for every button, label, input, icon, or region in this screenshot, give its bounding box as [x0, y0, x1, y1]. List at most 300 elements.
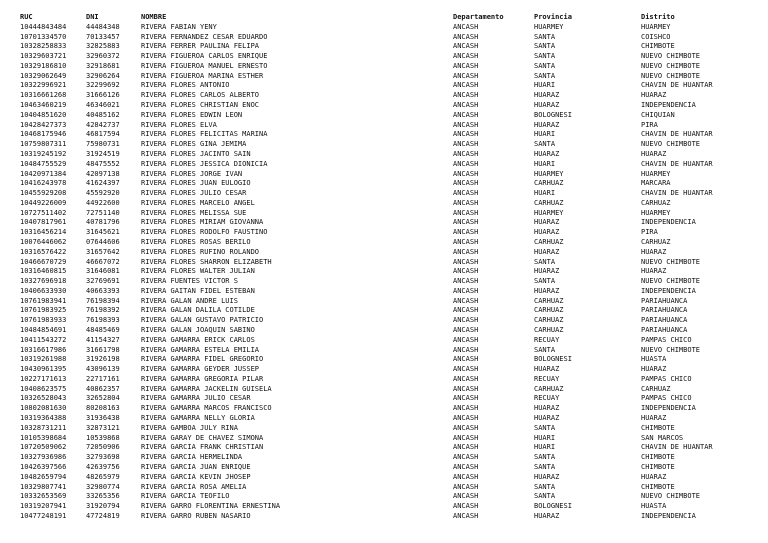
cell-departamento: ANCASH	[453, 71, 479, 80]
cell-distrito: PIRA	[641, 120, 658, 129]
cell-nombre: RIVERA GARRO RUBEN NASARIO	[141, 511, 251, 520]
cell-provincia: CARHUAZ	[534, 326, 564, 334]
cell-distrito: PARIAHUANCA	[641, 306, 688, 315]
cell-distrito: HUASTA	[641, 355, 667, 364]
cell-nombre: RIVERA FLORES RUFINO ROLANDO	[141, 247, 260, 256]
cell-nombre: RIVERA GAMARRA ERICK CARLOS	[141, 335, 255, 344]
cell-distrito: SAN MARCOS	[641, 433, 684, 442]
cell-provincia: HUARI	[534, 443, 556, 452]
cell-ruc: 10444843484	[20, 22, 67, 31]
cell-provincia: HUARAZ	[534, 91, 560, 100]
cell-nombre: RIVERA FLORES JESSICA DIONICIA	[141, 159, 268, 168]
cell-dni: 22717161	[86, 374, 120, 383]
header-row	[20, 13, 751, 23]
table-row	[20, 52, 751, 62]
cell-distrito: CARHUAZ	[641, 237, 671, 246]
header-distrito: Distrito	[641, 13, 675, 21]
cell-ruc: 10408623575	[20, 384, 67, 393]
header-dni: DNI	[86, 13, 99, 21]
cell-ruc: 10761983933	[20, 316, 67, 325]
cell-ruc: 10327696918	[20, 277, 67, 286]
table-row	[20, 365, 751, 375]
cell-departamento: ANCASH	[453, 492, 479, 501]
cell-ruc: 10484854691	[20, 326, 67, 334]
cell-dni: 44484348	[86, 22, 120, 31]
cell-distrito: HUARAZ	[641, 149, 667, 158]
cell-departamento: ANCASH	[453, 316, 479, 325]
cell-provincia: HUARAZ	[534, 149, 560, 158]
cell-departamento: ANCASH	[453, 355, 479, 364]
cell-dni: 43096139	[86, 365, 120, 374]
cell-ruc: 10455929208	[20, 189, 67, 198]
cell-ruc: 10316617986	[20, 345, 67, 354]
cell-ruc: 10319245192	[20, 149, 67, 158]
cell-distrito: CHIQUIAN	[641, 110, 675, 119]
cell-nombre: RIVERA FIGUEROA MANUEL ERNESTO	[141, 61, 268, 70]
table-row	[20, 414, 751, 424]
cell-provincia: CARHUAZ	[534, 316, 564, 325]
cell-nombre: RIVERA FLORES JUAN EULOGIO	[141, 179, 251, 188]
cell-dni: 33265356	[86, 492, 120, 501]
table-row	[20, 42, 751, 52]
cell-departamento: ANCASH	[453, 179, 479, 188]
table-body	[20, 23, 751, 522]
cell-dni: 48485469	[86, 326, 120, 334]
cell-provincia: HUARMEY	[534, 169, 564, 178]
cell-provincia: CARHUAZ	[534, 384, 564, 393]
cell-departamento: ANCASH	[453, 169, 479, 178]
cell-departamento: ANCASH	[453, 277, 479, 286]
table-row	[20, 199, 751, 209]
cell-provincia: SANTA	[534, 423, 556, 432]
table-row	[20, 130, 751, 140]
cell-departamento: ANCASH	[453, 140, 479, 149]
cell-departamento: ANCASH	[453, 228, 479, 237]
cell-nombre: RIVERA GAMARRA JULIO CESAR	[141, 394, 251, 403]
cell-departamento: ANCASH	[453, 414, 479, 423]
cell-provincia: BOLOGNESI	[534, 355, 572, 364]
cell-departamento: ANCASH	[453, 91, 479, 100]
cell-provincia: HUARAZ	[534, 472, 560, 481]
cell-distrito: CHAVIN DE HUANTAR	[641, 81, 713, 90]
cell-ruc: 10316460815	[20, 267, 67, 276]
cell-provincia: SANTA	[534, 61, 556, 70]
cell-provincia: SANTA	[534, 32, 556, 41]
cell-distrito: PARIAHUANCA	[641, 296, 688, 305]
cell-dni: 76198392	[86, 306, 120, 315]
cell-departamento: ANCASH	[453, 159, 479, 168]
cell-dni: 31924519	[86, 149, 120, 158]
cell-distrito: PAMPAS CHICO	[641, 335, 692, 344]
cell-provincia: HUARI	[534, 433, 556, 442]
table-row	[20, 121, 751, 131]
cell-provincia: SANTA	[534, 482, 556, 491]
table-row	[20, 209, 751, 219]
cell-ruc: 10328731211	[20, 423, 67, 432]
cell-nombre: RIVERA FLORES WALTER JULIAN	[141, 267, 255, 276]
cell-ruc: 10759807311	[20, 140, 67, 149]
cell-departamento: ANCASH	[453, 149, 479, 158]
cell-ruc: 10332653569	[20, 492, 67, 501]
cell-distrito: NUEVO CHIMBOTE	[641, 52, 701, 61]
cell-distrito: NUEVO CHIMBOTE	[641, 345, 701, 354]
cell-nombre: RIVERA FLORES GINA JEMIMA	[141, 140, 247, 149]
table-row	[20, 33, 751, 43]
cell-dni: 31920794	[86, 502, 120, 511]
cell-dni: 31666126	[86, 91, 120, 100]
cell-ruc: 10105398684	[20, 433, 67, 442]
cell-provincia: SANTA	[534, 140, 556, 149]
cell-provincia: SANTA	[534, 462, 556, 471]
cell-nombre: RIVERA GAMARRA GREGORIA PILAR	[141, 374, 264, 383]
cell-ruc: 10701334570	[20, 32, 67, 41]
cell-ruc: 10407817961	[20, 218, 67, 227]
cell-departamento: ANCASH	[453, 237, 479, 246]
cell-ruc: 10761983925	[20, 306, 67, 315]
cell-departamento: ANCASH	[453, 326, 479, 334]
cell-dni: 32918681	[86, 61, 120, 70]
cell-distrito: CARHUAZ	[641, 384, 671, 393]
cell-dni: 32906264	[86, 71, 120, 80]
cell-nombre: RIVERA FERRER PAULINA FELIPA	[141, 42, 260, 51]
cell-distrito: HUARAZ	[641, 267, 667, 276]
table-row	[20, 336, 751, 346]
cell-distrito: CARHUAZ	[641, 198, 671, 207]
table-row	[20, 81, 751, 91]
cell-ruc: 10802081630	[20, 404, 67, 413]
cell-distrito: INDEPENDENCIA	[641, 218, 696, 227]
cell-distrito: HUARAZ	[641, 247, 667, 256]
cell-nombre: RIVERA GARCIA KEVIN JHOSEP	[141, 472, 251, 481]
cell-provincia: HUARAZ	[534, 365, 560, 374]
table-row	[20, 326, 751, 336]
table-row	[20, 160, 751, 170]
table-row	[20, 277, 751, 287]
cell-dni: 42842737	[86, 120, 120, 129]
cell-distrito: INDEPENDENCIA	[641, 286, 696, 295]
cell-dni: 46346021	[86, 101, 120, 110]
cell-departamento: ANCASH	[453, 335, 479, 344]
cell-ruc: 10720509062	[20, 443, 67, 452]
cell-dni: 46667072	[86, 257, 120, 266]
cell-provincia: CARHUAZ	[534, 237, 564, 246]
cell-nombre: RIVERA GARRO FLORENTINA ERNESTINA	[141, 502, 281, 511]
cell-departamento: ANCASH	[453, 267, 479, 276]
cell-dni: 32769691	[86, 277, 120, 286]
table-row	[20, 306, 751, 316]
cell-distrito: NUEVO CHIMBOTE	[641, 277, 701, 286]
table-row	[20, 189, 751, 199]
cell-nombre: RIVERA FLORES MIRIAM GIOVANNA	[141, 218, 264, 227]
cell-nombre: RIVERA GARCIA FRANK CHRISTIAN	[141, 443, 264, 452]
cell-departamento: ANCASH	[453, 502, 479, 511]
cell-dni: 40781796	[86, 218, 120, 227]
header-nombre: NOMBRE	[141, 13, 167, 21]
cell-provincia: HUARAZ	[534, 414, 560, 423]
header-ruc: RUC	[20, 13, 33, 21]
cell-nombre: RIVERA GAMBOA JULY RINA	[141, 423, 238, 432]
cell-provincia: CARHUAZ	[534, 296, 564, 305]
cell-nombre: RIVERA FLORES ANTONIO	[141, 81, 230, 90]
cell-distrito: INDEPENDENCIA	[641, 404, 696, 413]
cell-distrito: HUARMEY	[641, 169, 671, 178]
cell-departamento: ANCASH	[453, 482, 479, 491]
cell-departamento: ANCASH	[453, 52, 479, 61]
cell-nombre: RIVERA FLORES JORGE IVAN	[141, 169, 243, 178]
cell-provincia: HUARI	[534, 130, 556, 139]
cell-distrito: CHIMBOTE	[641, 423, 675, 432]
cell-provincia: CARHUAZ	[534, 198, 564, 207]
cell-distrito: COISHCO	[641, 32, 671, 41]
cell-ruc: 10327936986	[20, 453, 67, 462]
cell-ruc: 10404851620	[20, 110, 67, 119]
cell-provincia: HUARAZ	[534, 267, 560, 276]
cell-departamento: ANCASH	[453, 32, 479, 41]
cell-provincia: HUARAZ	[534, 101, 560, 110]
table-row	[20, 483, 751, 493]
cell-dni: 31657642	[86, 247, 120, 256]
cell-nombre: RIVERA GAMARRA MARCOS FRANCISCO	[141, 404, 272, 413]
cell-departamento: ANCASH	[453, 345, 479, 354]
cell-nombre: RIVERA FLORES EDWIN LEON	[141, 110, 243, 119]
cell-provincia: SANTA	[534, 492, 556, 501]
cell-departamento: ANCASH	[453, 101, 479, 110]
cell-nombre: RIVERA FLORES RODOLFO FAUSTINO	[141, 228, 268, 237]
cell-departamento: ANCASH	[453, 453, 479, 462]
cell-distrito: PAMPAS CHICO	[641, 394, 692, 403]
table-row	[20, 267, 751, 277]
cell-provincia: SANTA	[534, 453, 556, 462]
cell-distrito: CHAVIN DE HUANTAR	[641, 130, 713, 139]
cell-distrito: MARCARA	[641, 179, 671, 188]
cell-provincia: SANTA	[534, 42, 556, 51]
cell-departamento: ANCASH	[453, 120, 479, 129]
cell-nombre: RIVERA GARAY DE CHAVEZ SIMONA	[141, 433, 264, 442]
cell-departamento: ANCASH	[453, 433, 479, 442]
cell-distrito: NUEVO CHIMBOTE	[641, 71, 701, 80]
cell-dni: 32960372	[86, 52, 120, 61]
table-row	[20, 228, 751, 238]
cell-distrito: CHAVIN DE HUANTAR	[641, 443, 713, 452]
table-row	[20, 91, 751, 101]
cell-provincia: BOLOGNESI	[534, 502, 572, 511]
cell-provincia: HUARMEY	[534, 22, 564, 31]
cell-provincia: SANTA	[534, 345, 556, 354]
table-row	[20, 248, 751, 258]
cell-departamento: ANCASH	[453, 61, 479, 70]
cell-ruc: 10319207941	[20, 502, 67, 511]
cell-departamento: ANCASH	[453, 81, 479, 90]
cell-provincia: HUARAZ	[534, 218, 560, 227]
cell-distrito: PARIAHUANCA	[641, 316, 688, 325]
cell-departamento: ANCASH	[453, 247, 479, 256]
table-row	[20, 218, 751, 228]
cell-nombre: RIVERA FLORES MELISSA SUE	[141, 208, 247, 217]
cell-nombre: RIVERA FLORES CARLOS ALBERTO	[141, 91, 260, 100]
cell-distrito: INDEPENDENCIA	[641, 511, 696, 520]
cell-distrito: CHIMBOTE	[641, 42, 675, 51]
table-row	[20, 453, 751, 463]
table-row	[20, 179, 751, 189]
cell-departamento: ANCASH	[453, 374, 479, 383]
cell-nombre: RIVERA FIGUEROA MARINA ESTHER	[141, 71, 264, 80]
cell-departamento: ANCASH	[453, 130, 479, 139]
table-row	[20, 62, 751, 72]
cell-dni: 72050906	[86, 443, 120, 452]
table-row	[20, 346, 751, 356]
cell-dni: 45592920	[86, 189, 120, 198]
cell-departamento: ANCASH	[453, 286, 479, 295]
cell-dni: 31661798	[86, 345, 120, 354]
cell-dni: 32873121	[86, 423, 120, 432]
cell-dni: 32793698	[86, 453, 120, 462]
cell-nombre: RIVERA GAMARRA JACKELIN GUISELA	[141, 384, 272, 393]
cell-ruc: 10406633930	[20, 286, 67, 295]
cell-distrito: CHIMBOTE	[641, 462, 675, 471]
cell-departamento: ANCASH	[453, 472, 479, 481]
cell-ruc: 10477248191	[20, 511, 67, 520]
cell-provincia: RECUAY	[534, 335, 560, 344]
cell-provincia: HUARMEY	[534, 208, 564, 217]
cell-provincia: HUARAZ	[534, 228, 560, 237]
cell-dni: 31645621	[86, 228, 120, 237]
cell-provincia: HUARI	[534, 159, 556, 168]
cell-provincia: HUARAZ	[534, 404, 560, 413]
cell-departamento: ANCASH	[453, 306, 479, 315]
cell-ruc: 10426397566	[20, 462, 67, 471]
table-row	[20, 385, 751, 395]
cell-dni: 07644606	[86, 237, 120, 246]
cell-dni: 46817594	[86, 130, 120, 139]
cell-dni: 32299692	[86, 81, 120, 90]
table-row	[20, 443, 751, 453]
table-row	[20, 316, 751, 326]
cell-ruc: 10428427373	[20, 120, 67, 129]
cell-nombre: RIVERA GALAN GUSTAVO PATRICIO	[141, 316, 264, 325]
cell-dni: 72751140	[86, 208, 120, 217]
cell-dni: 40862357	[86, 384, 120, 393]
table-row	[20, 150, 751, 160]
cell-nombre: RIVERA GARCIA TEOFILO	[141, 492, 230, 501]
cell-distrito: NUEVO CHIMBOTE	[641, 61, 701, 70]
cell-nombre: RIVERA GAMARRA ESTELA EMILIA	[141, 345, 260, 354]
cell-distrito: HUARMEY	[641, 208, 671, 217]
table-row	[20, 258, 751, 268]
cell-ruc: 10416243978	[20, 179, 67, 188]
cell-distrito: CHIMBOTE	[641, 453, 675, 462]
cell-nombre: RIVERA GARCIA ROSA AMELIA	[141, 482, 247, 491]
cell-departamento: ANCASH	[453, 189, 479, 198]
cell-departamento: ANCASH	[453, 208, 479, 217]
cell-nombre: RIVERA FIGUEROA CARLOS ENRIQUE	[141, 52, 268, 61]
cell-ruc: 10322996921	[20, 81, 67, 90]
cell-provincia: BOLOGNESI	[534, 110, 572, 119]
cell-dni: 48265979	[86, 472, 120, 481]
cell-ruc: 10329186810	[20, 61, 67, 70]
cell-provincia: HUARAZ	[534, 511, 560, 520]
cell-distrito: HUARAZ	[641, 414, 667, 423]
cell-dni: 76198394	[86, 296, 120, 305]
cell-ruc: 10329062649	[20, 71, 67, 80]
cell-nombre: RIVERA FLORES CHRISTIAN ENOC	[141, 101, 260, 110]
cell-ruc: 10319364388	[20, 414, 67, 423]
cell-nombre: RIVERA GAMARRA GEYDER JUSSEP	[141, 365, 260, 374]
cell-nombre: RIVERA GARCIA JUAN ENRIQUE	[141, 462, 251, 471]
cell-ruc: 10468175946	[20, 130, 67, 139]
cell-dni: 80208163	[86, 404, 120, 413]
cell-departamento: ANCASH	[453, 511, 479, 520]
cell-ruc: 10227171613	[20, 374, 67, 383]
cell-departamento: ANCASH	[453, 110, 479, 119]
cell-departamento: ANCASH	[453, 423, 479, 432]
cell-departamento: ANCASH	[453, 365, 479, 374]
cell-distrito: CHIMBOTE	[641, 482, 675, 491]
cell-distrito: CHAVIN DE HUANTAR	[641, 159, 713, 168]
table-row	[20, 111, 751, 121]
cell-departamento: ANCASH	[453, 462, 479, 471]
header-departamento: Departamento	[453, 13, 504, 21]
table-row	[20, 140, 751, 150]
cell-provincia: HUARAZ	[534, 120, 560, 129]
cell-departamento: ANCASH	[453, 218, 479, 227]
cell-dni: 31646081	[86, 267, 120, 276]
table-row	[20, 394, 751, 404]
cell-ruc: 10727511402	[20, 208, 67, 217]
cell-distrito: CHAVIN DE HUANTAR	[641, 189, 713, 198]
cell-provincia: SANTA	[534, 257, 556, 266]
cell-nombre: RIVERA GARCIA HERMELINDA	[141, 453, 243, 462]
cell-ruc: 10449226009	[20, 198, 67, 207]
table-row	[20, 355, 751, 365]
cell-dni: 10539868	[86, 433, 120, 442]
cell-dni: 75980731	[86, 140, 120, 149]
cell-provincia: CARHUAZ	[534, 179, 564, 188]
cell-ruc: 10328258833	[20, 42, 67, 51]
cell-nombre: RIVERA GALAN JOAQUIN SABINO	[141, 326, 255, 334]
cell-nombre: RIVERA FLORES JACINTO SAIN	[141, 149, 251, 158]
cell-ruc: 10484755529	[20, 159, 67, 168]
cell-departamento: ANCASH	[453, 443, 479, 452]
cell-nombre: RIVERA FLORES SHARRON ELIZABETH	[141, 257, 272, 266]
cell-dni: 42639756	[86, 462, 120, 471]
cell-dni: 41154327	[86, 335, 120, 344]
cell-distrito: NUEVO CHIMBOTE	[641, 492, 701, 501]
cell-dni: 70133457	[86, 32, 120, 41]
cell-ruc: 10316576422	[20, 247, 67, 256]
cell-ruc: 10463460219	[20, 101, 67, 110]
table-row	[20, 463, 751, 473]
cell-provincia: SANTA	[534, 71, 556, 80]
cell-dni: 32652804	[86, 394, 120, 403]
cell-distrito: INDEPENDENCIA	[641, 101, 696, 110]
cell-ruc: 10316661268	[20, 91, 67, 100]
cell-ruc: 10316456214	[20, 228, 67, 237]
cell-departamento: ANCASH	[453, 404, 479, 413]
cell-provincia: RECUAY	[534, 374, 560, 383]
cell-distrito: PARIAHUANCA	[641, 326, 688, 334]
cell-distrito: PIRA	[641, 228, 658, 237]
table-row	[20, 404, 751, 414]
cell-provincia: HUARAZ	[534, 286, 560, 295]
table-row	[20, 287, 751, 297]
cell-dni: 31936438	[86, 414, 120, 423]
cell-dni: 40663393	[86, 286, 120, 295]
cell-provincia: CARHUAZ	[534, 306, 564, 315]
cell-ruc: 10411543272	[20, 335, 67, 344]
cell-departamento: ANCASH	[453, 394, 479, 403]
table-row	[20, 72, 751, 82]
cell-nombre: RIVERA GAMARRA FIDEL GREGORIO	[141, 355, 264, 364]
